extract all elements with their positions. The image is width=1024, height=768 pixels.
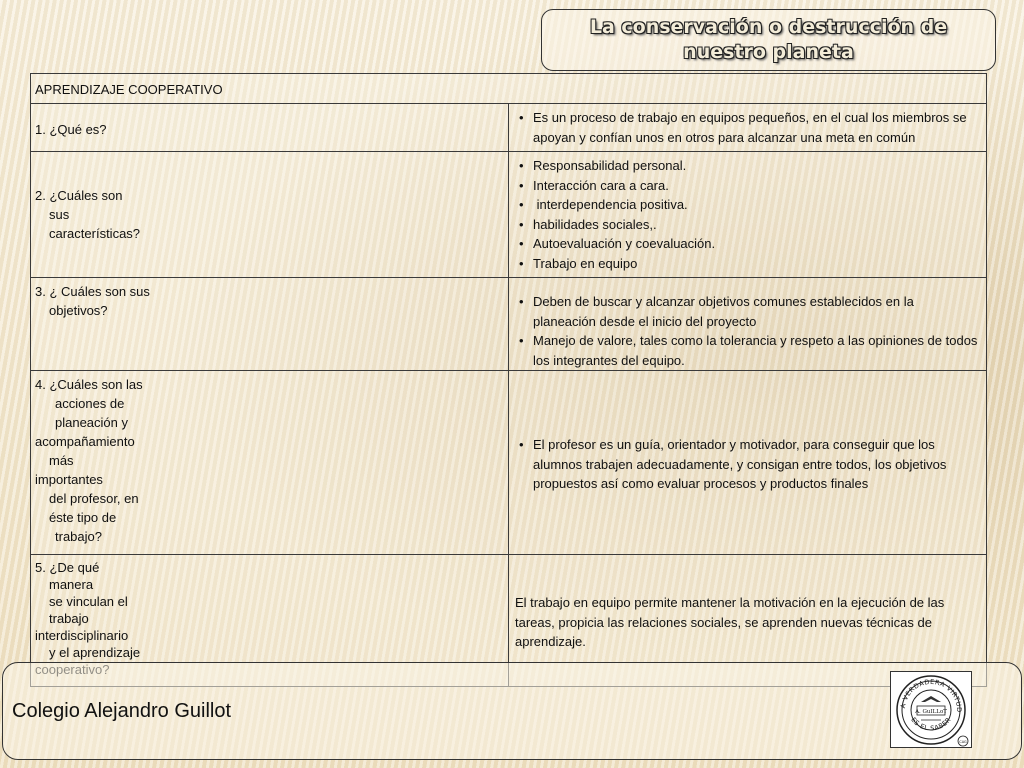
logo-motto-bottom: ES EL SABER: [909, 715, 953, 733]
list-item: • Trabajo en equipo: [533, 254, 978, 274]
list-item: • Manejo de valore, tales como la tolerancia y respeto a las opiniones de todos los integrantes del equipo.: [533, 331, 978, 370]
question-line: acciones de: [55, 396, 125, 411]
list-item: • El profesor es un guía, orientador y motivador, para conseguir que los alumnos trabajen adecuadamente, y consigan entre todos, los objetivos propuestos así como evaluar procesos y productos finales: [533, 435, 978, 494]
table-row: [31, 278, 987, 371]
question-line: del profesor, en: [49, 491, 139, 506]
question-line: sus: [49, 207, 70, 222]
logo-badge: CAG: [959, 740, 967, 744]
list-item: • Es un proceso de trabajo en equipos pequeños, en el cual los miembros se apoyan y confían unos en otros para alcanzar una meta en común: [533, 108, 978, 147]
answer-cell: [509, 104, 987, 152]
answer-cell: [509, 371, 987, 555]
question-line: y el aprendizaje: [49, 645, 141, 660]
answer-cell: [509, 152, 987, 278]
slide-title-box: [541, 9, 996, 71]
question-line: 2. ¿Cuáles son: [35, 188, 123, 203]
question-line: trabajo: [49, 611, 89, 626]
question-line: interdisciplinario: [35, 628, 129, 643]
list-item: • Responsabilidad personal.: [533, 156, 978, 176]
question-line: se vinculan el: [49, 594, 128, 609]
answer-list: [515, 156, 978, 273]
logo-center-text: A. GuILLoT: [915, 709, 947, 715]
table-row: [31, 371, 987, 555]
list-item: • Autoevaluación y coevaluación.: [533, 234, 978, 254]
question-line: 1. ¿Qué es?: [35, 122, 107, 137]
question-line: 5. ¿De qué: [35, 560, 100, 575]
school-name: Colegio Alejandro Guillot: [12, 700, 232, 722]
answer-cell: [509, 278, 987, 371]
list-item: • habilidades sociales,.: [533, 215, 978, 235]
table-header-row: [31, 74, 987, 104]
table-row: [31, 104, 987, 152]
question-line: acompañamiento: [35, 434, 135, 449]
table-row: [31, 152, 987, 278]
school-logo: [890, 671, 972, 748]
answer-text: El trabajo en equipo permite mantener la motivación en la ejecución de las tareas, propicia las relaciones sociales, se aprenden nuevas técnicas de aprendizaje.: [515, 595, 945, 650]
question-cell: [31, 371, 509, 555]
logo-motto-top: A VERDADERA VIRTUD: [899, 677, 964, 713]
question-line: características?: [49, 226, 141, 241]
list-item: • Deben de buscar y alcanzar objetivos comunes establecidos en la planeación desde el inicio del proyecto: [533, 292, 978, 331]
table-header: APRENDIZAJE COOPERATIVO: [31, 74, 987, 104]
question-line: éste tipo de: [49, 510, 117, 525]
question-line: planeación y: [55, 415, 128, 430]
question-line: más: [49, 453, 74, 468]
question-line: manera: [49, 577, 94, 592]
list-item: • interdependencia positiva.: [533, 195, 978, 215]
list-item: • Interacción cara a cara.: [533, 176, 978, 196]
svg-text:ES EL SABER: [909, 716, 952, 733]
answer-list: [515, 108, 978, 147]
slide-title-line-2: nuestro planeta: [683, 41, 854, 63]
question-line: trabajo?: [55, 529, 102, 544]
question-line: importantes: [35, 472, 103, 487]
question-cell: [31, 152, 509, 278]
cooperative-learning-table: [30, 73, 987, 687]
answer-list: [515, 292, 978, 370]
answer-list: [515, 435, 978, 494]
question-line: 4. ¿Cuáles son las: [35, 377, 143, 392]
school-crest-icon: [891, 672, 971, 747]
slide-title: [590, 15, 947, 65]
question-cell: [31, 278, 509, 371]
question-line: 3. ¿ Cuáles son sus: [35, 284, 150, 299]
question-cell: [31, 104, 509, 152]
question-line: objetivos?: [49, 303, 108, 318]
slide-title-line-1: La conservación o destrucción de: [589, 16, 948, 38]
